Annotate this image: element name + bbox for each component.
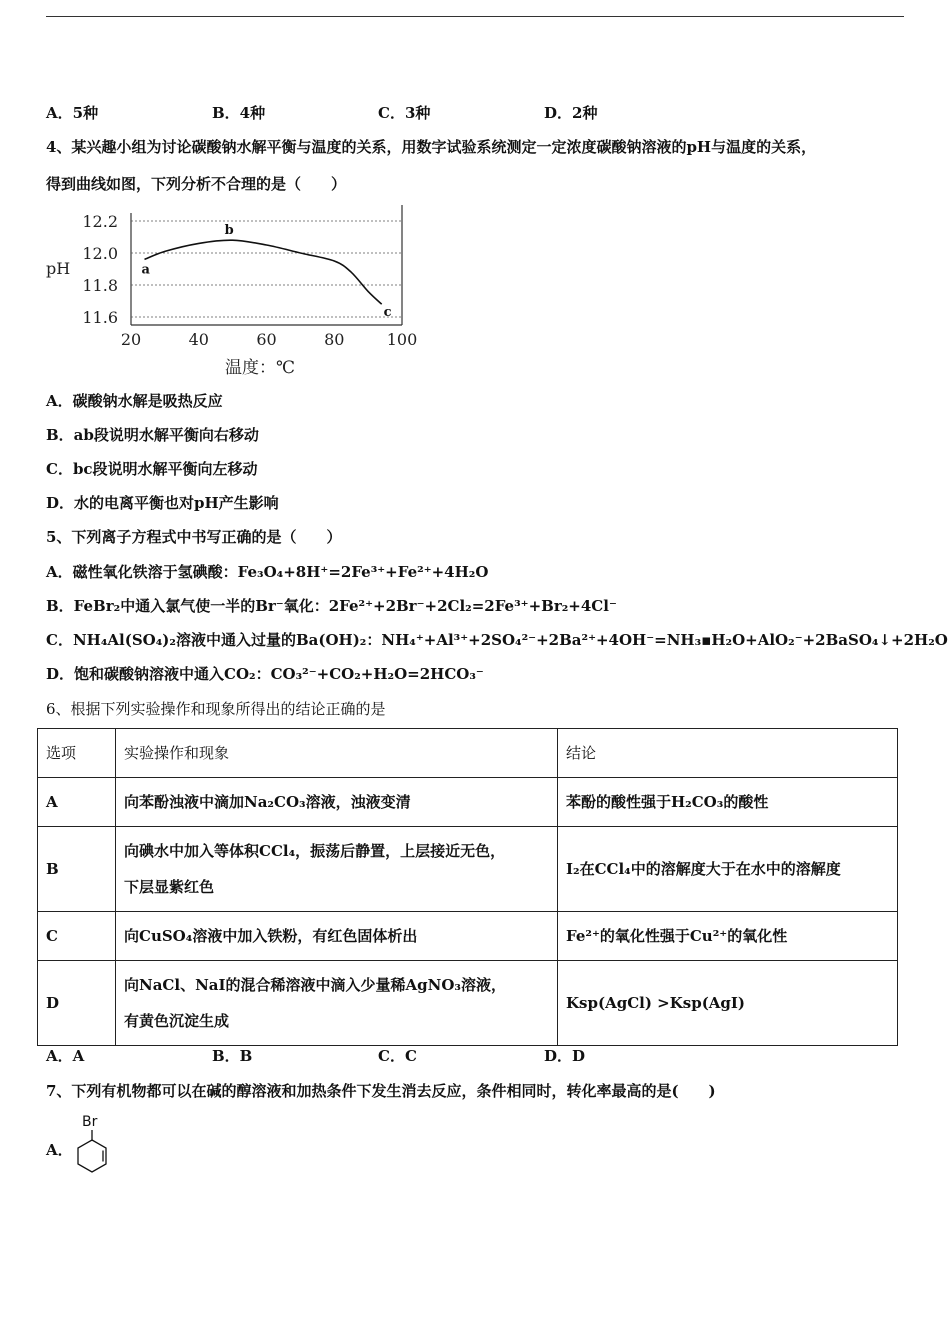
q5-option-c[interactable] <box>46 629 948 650</box>
q6-stem: 6、根据下列实验操作和现象所得出的结论正确的是 <box>46 700 386 718</box>
q4-option-d[interactable]: D．水的电离平衡也对pH产生影响 <box>46 494 279 512</box>
q6-option-a[interactable]: A．A <box>46 1047 85 1065</box>
q5-option-a-equation: Fe₃O₄+8H⁺=2Fe³⁺+Fe²⁺+4H₂O <box>237 563 489 581</box>
bromocyclohexene-structure <box>76 1112 120 1178</box>
q6-table <box>37 728 898 1046</box>
q4-option-a[interactable]: A．碳酸钠水解是吸热反应 <box>46 392 223 410</box>
y-tick-label: 11.6 <box>82 308 118 327</box>
row-operation-line1: 向NaCl、NaI的混合稀溶液中滴入少量稀AgNO₃溶液， <box>124 976 506 994</box>
x-tick-label: 60 <box>256 330 277 349</box>
q4-stem-line1: 4、某兴趣小组为讨论碳酸钠水解平衡与温度的关系，用数字试验系统测定一定浓度碳酸钠溶液的pH与温度的关系， <box>46 138 817 156</box>
q5-stem: 5、下列离子方程式中书写正确的是（ ） <box>46 528 342 546</box>
q5-option-c-label: C．NH₄Al(SO₄)₂溶液中通入过量的Ba(OH)₂： <box>46 631 382 649</box>
row-conclusion: Ksp(AgCl) >Ksp(AgI) <box>558 961 898 1046</box>
row-operation-line2: 下层显紫红色 <box>124 878 215 896</box>
y-tick-label: 12.2 <box>82 212 118 231</box>
q3-options <box>46 102 710 123</box>
row-conclusion: I₂在CCl₄中的溶解度大于在水中的溶解度 <box>558 827 898 912</box>
q5-option-a-label: A．磁性氧化铁溶于氢碘酸： <box>46 563 238 581</box>
q3-option-d[interactable]: D．2种 <box>544 104 598 122</box>
q7-stem: 7、下列有机物都可以在碱的醇溶液和加热条件下发生消去反应，条件相同时，转化率最高的是( ) <box>46 1082 716 1100</box>
row-operation <box>116 827 558 912</box>
row-option: D <box>38 961 116 1046</box>
y-tick-label: 12.0 <box>82 244 118 263</box>
y-tick-label: 11.8 <box>82 276 118 295</box>
row-operation <box>116 961 558 1046</box>
x-tick-label: 20 <box>120 330 142 349</box>
table-row <box>38 827 898 912</box>
q5-option-b[interactable] <box>46 595 617 616</box>
q5-option-d[interactable] <box>46 663 484 684</box>
table-row <box>38 961 898 1046</box>
ph-curve <box>145 240 382 304</box>
table-row <box>38 912 898 961</box>
q6-options <box>46 1045 710 1066</box>
table-row <box>38 778 898 827</box>
q6-option-c[interactable]: C．C <box>378 1047 417 1065</box>
point-label-b: b <box>224 223 234 239</box>
row-operation: 向苯酚浊液中滴加Na₂CO₃溶液，浊液变清 <box>116 778 558 827</box>
q6-option-b[interactable]: B．B <box>212 1047 253 1065</box>
header-operation: 实验操作和现象 <box>116 729 558 778</box>
q5-option-d-label: D．饱和碳酸钠溶液中通入CO₂： <box>46 665 271 683</box>
row-conclusion: Fe²⁺的氧化性强于Cu²⁺的氧化性 <box>558 912 898 961</box>
br-atom-label: Br <box>82 1114 98 1130</box>
y-axis-label: pH <box>46 259 71 278</box>
q5-option-c-equation: NH₄⁺+Al³⁺+2SO₄²⁻+2Ba²⁺+4OH⁻=NH₃▪H₂O+AlO₂⁻+2BaSO₄↓+2H₂O <box>381 631 948 649</box>
row-option: B <box>38 827 116 912</box>
point-label-c: c <box>383 305 392 321</box>
row-option: C <box>38 912 116 961</box>
header-conclusion: 结论 <box>558 729 898 778</box>
row-option: A <box>38 778 116 827</box>
x-tick-label: 100 <box>386 330 418 349</box>
row-conclusion: 苯酚的酸性强于H₂CO₃的酸性 <box>558 778 898 827</box>
x-tick-label: 80 <box>324 330 345 349</box>
row-operation: 向CuSO₄溶液中加入铁粉，有红色固体析出 <box>116 912 558 961</box>
ph-temperature-chart <box>44 205 424 380</box>
q4-stem-line2: 得到曲线如图，下列分析不合理的是（ ） <box>46 175 347 193</box>
q5-option-a[interactable] <box>46 561 488 582</box>
row-operation-line1: 向碘水中加入等体积CCl₄，振荡后静置，上层接近无色， <box>124 842 506 860</box>
x-axis-label: 温度：℃ <box>225 358 296 378</box>
point-label-a: a <box>141 262 150 278</box>
x-tick-label: 40 <box>188 330 209 349</box>
q7-option-a[interactable]: A． <box>46 1141 73 1159</box>
q4-option-c[interactable]: C．bc段说明水解平衡向左移动 <box>46 460 258 478</box>
q5-option-b-equation: 2Fe²⁺+2Br⁻+2Cl₂=2Fe³⁺+Br₂+4Cl⁻ <box>328 597 617 615</box>
q6-option-d[interactable]: D．D <box>544 1047 586 1065</box>
q3-option-a[interactable]: A．5种 <box>46 104 99 122</box>
q3-option-b[interactable]: B．4种 <box>212 104 266 122</box>
q4-option-b[interactable]: B．ab段说明水解平衡向右移动 <box>46 426 259 444</box>
header-option: 选项 <box>38 729 116 778</box>
q3-option-c[interactable]: C．3种 <box>378 104 431 122</box>
table-header-row <box>38 729 898 778</box>
top-rule <box>46 16 904 17</box>
q5-option-b-label: B．FeBr₂中通入氯气使一半的Br⁻氧化： <box>46 597 329 615</box>
q5-option-d-equation: CO₃²⁻+CO₂+H₂O=2HCO₃⁻ <box>270 665 484 683</box>
row-operation-line2: 有黄色沉淀生成 <box>124 1012 230 1030</box>
